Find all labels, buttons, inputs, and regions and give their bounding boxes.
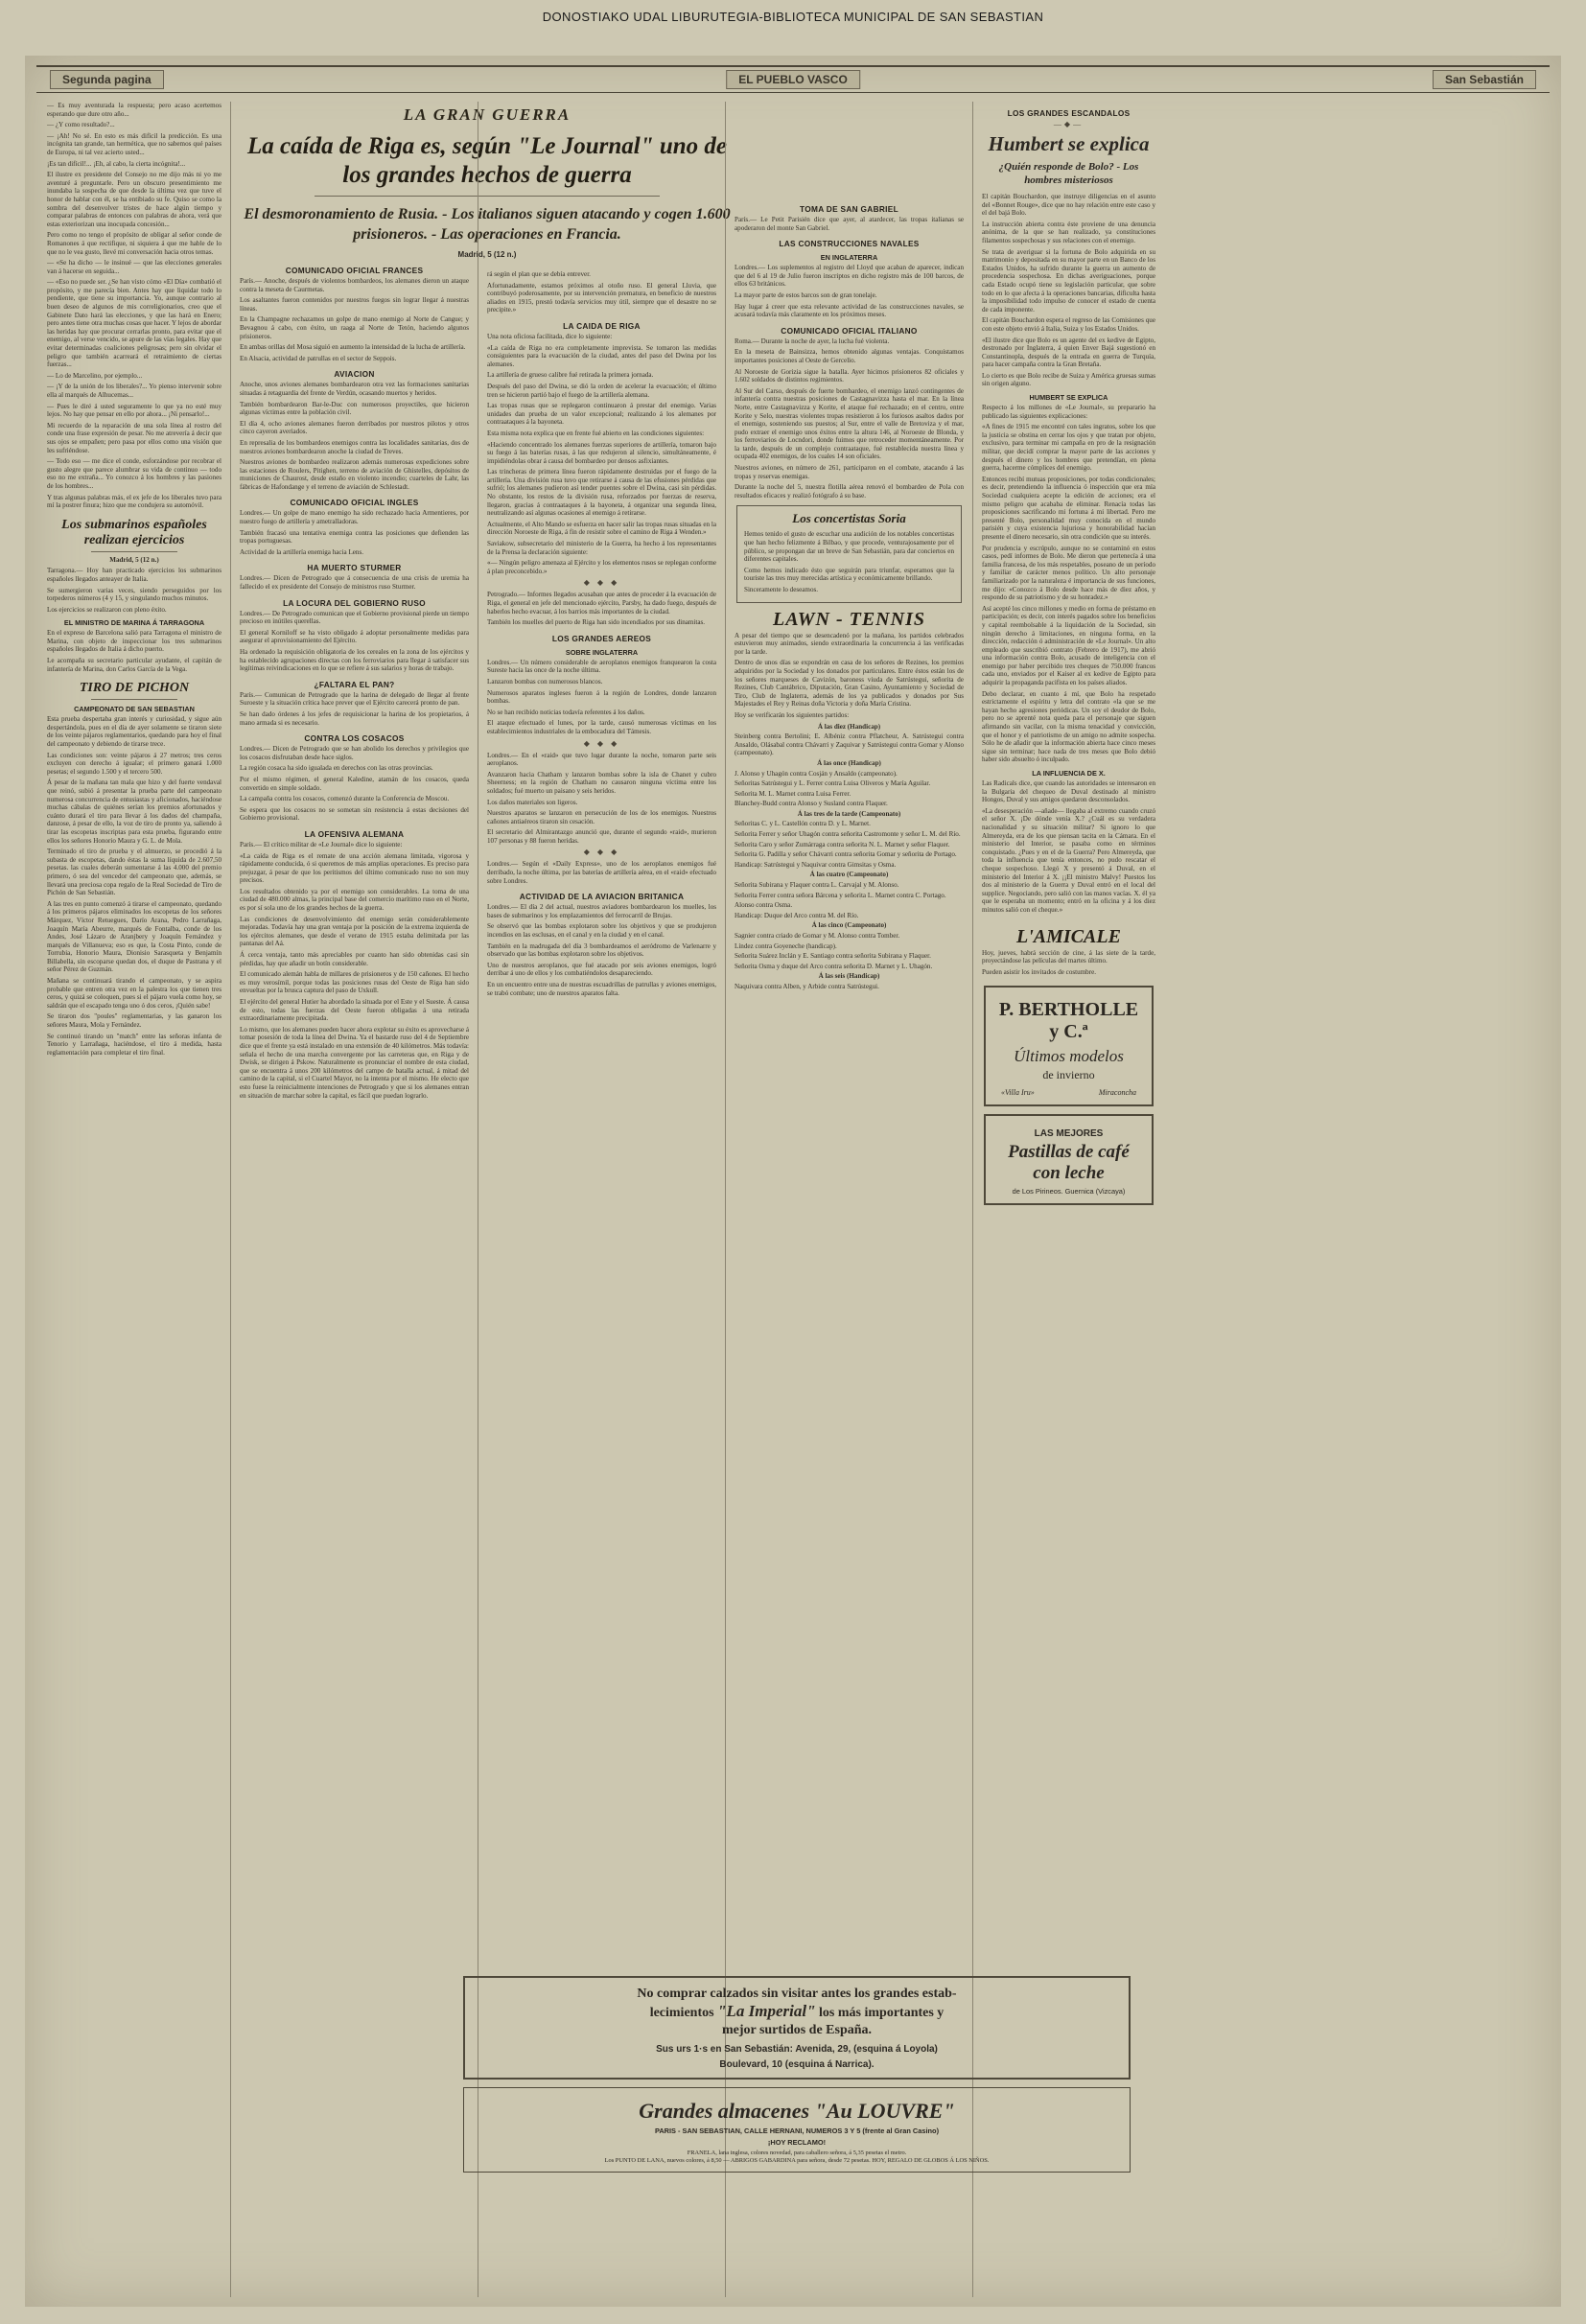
body-paragraph: Una nota oficiosa facilitada, dice lo siguiente: <box>487 332 613 340</box>
tennis-match: Señorita Suárez Inclán y E. Santiago contra señorita Subirana y Flaquer. <box>735 952 931 961</box>
body-paragraph: — «Eso no puede ser. ¿Se han visto cómo «El Día» combatió el propósito, y me parecía bien. Antes hay que liquidar todo lo pendiente, que tiene su importancia. Yo, aunque contrario al buen deseo de algunos de mis correligionarios, creo que el Gabinete Dato hará las elecciones, y que las hará en Enero; pero antes tiene otra muchas cosas que hacer. Y lejos de abordar las heridas hay que procurar cerrarlas pronto, para evitar que el enemigo, al verse vencido, se apure de las vías legales. Hay que evitar determinadas coaliciones peligrosas; pero sin olvidar el peligro que también acarreará el retraimiento de ciertas fuerzas... <box>47 278 222 369</box>
gran-guerra-subhead: El desmoronamiento de Rusia. - Los italianos siguen atacando y cogen 1.600 prisioneros. - Las operaciones en Francia. <box>244 206 731 243</box>
body-paragraph: — Es muy aventurada la respuesta; pero acaso acertemos esperando que dure otro año... <box>47 102 222 118</box>
body-paragraph: En ambas orillas del Mosa siguió en aumento la intensidad de la lucha de artillería. <box>240 343 466 352</box>
body-paragraph: Como hemos indicado ésto que seguirán para triunfar, esperamos que la touriste las tres muy merecidas artística y económicamente brillando. <box>744 566 954 583</box>
body-paragraph: Actualmente, el Alto Mando se esfuerza en hacer salir las tropas rusas situadas en la dirección Noroeste de Riga, á fin de resistir sobre el camino de Riga á Wenden.» <box>487 520 716 537</box>
body-paragraph: Lanzaron bombas con numerosos blancos. <box>487 677 603 686</box>
body-paragraph: Así acepté los cinco millones y medio en forma de préstamo en participación; es decir, con interés pagados sobre los beneficios y capital reembolsable á la liquidación de la Sociedad, sin ningún derecho á limitaciones, en ninguna forma, en la dirección, redacción ó administración de «Le Journal». Un alto empleado que suscribió contrato (Febrero de 1917), me abrió una información contra Bolo, acusado de inteligencia con el enemigo por haber percibido tres cheques de 750.000 francos cada uno, enviados por el Kaiser al ex kedive de Egipto para adquirir la propaganda pacifista en los países aliados. <box>982 604 1155 687</box>
body-paragraph: En un encuentro entre una de nuestras escuadrillas de patrullas y aviones enemigos, se trabó combate; uno de nuestros aparatos falta. <box>487 981 716 997</box>
column-1 <box>38 102 230 2297</box>
tennis-match: Líndez contra Goyeneche (handicap). <box>735 941 837 950</box>
head-construcciones-navales: LAS CONSTRUCCIONES NAVALES <box>779 239 920 249</box>
body-paragraph: Los ejercicios se realizaron con pleno éxito. <box>47 605 167 614</box>
ad-bertholle-line1: Últimos modelos <box>1014 1047 1124 1066</box>
body-paragraph: «La desesperación —añade— llegaba al extremo cuando cruzó el señor X. ¡De dónde venía X.? ¿Cuál es su verdadera nacionalidad y su situación militar? Si ignoro lo que Almereyda, era de los que piensan tacita en la Cámara. En el ministerio del Interior, se pasaba como en términos conquistado. ¿Pues y en el de la Guerra? Pero Almereyda, que toda la influencia que tenía entonces, no pudo rescatar el cheque sospechoso. Llegó X y presentó á Duval, en el ministerio del Interior á X. ¡¡El ministro Malvy! Puestos los dos al ministerio de la Guerra y Duval entró en el local del supplice. Negociando, pero salió con las manos vacías. X. él ya que le esperaba un momento; entró en la oficina y á los diez minutos salió con el cheque.» <box>982 806 1155 914</box>
head-comunicado-italiano: COMUNICADO OFICIAL ITALIANO <box>781 325 918 336</box>
body-paragraph: Ha ordenado la requisición obligatoria de los cereales en la zona de los ejércitos y ha establecido agrupaciones directas con los ferroviarios para llegar á satisfacer sus legítimas reivindicaciones en lo que se refiere á sus salarios y horas de trabajo. <box>240 648 469 673</box>
body-paragraph: El capitán Bouchardon, que instruye diligencias en el asunto del «Bonnet Rouge», dice que no hay relación entre este caso y el del bajá Bolo. <box>982 193 1155 218</box>
head-contra-cosacos: CONTRA LOS COSACOS <box>304 733 405 744</box>
ad-louvre-body-1: FRANELA, lana inglesa, colores novedad, para caballero señora, á 5,35 pesetas el metro. <box>687 2150 907 2156</box>
ad-pastillas-kicker: LAS MEJORES <box>1034 1128 1104 1140</box>
body-paragraph: En la meseta de Bainsizza, hemos obtenido algunas ventajas. Conquistamos importantes posiciones al Oeste de Gercelio. <box>735 348 964 364</box>
body-paragraph: El ejército del general Hutier ha abordado la situada por el Este y el Sueste. Á causa de esto, todas las fuerzas del Oeste fueron obligadas á una retirada extraordinariamente precipitada. <box>240 998 469 1023</box>
body-paragraph: Pero como no tengo el propósito de obligar al señor conde de Romanones á que rectifique, ni siquiera á que me hable de lo que no le vea gusto, llevé mi conversación hacia otros temas. <box>47 231 222 256</box>
body-paragraph: Se tiraron dos "poules" reglamentarias, y las ganaron los señores Maura, Mola y Fernández. <box>47 1012 222 1030</box>
section-title-submarinos: Los submarinos españoles realizan ejercicios <box>61 517 207 547</box>
body-paragraph: París.— Comunican de Petrogrado que la harina de delegado de llegar al frente Suroeste y la situación crítica hace prever que el Ejército carecerá pronto de pan. <box>240 690 469 708</box>
ad-imperial[interactable] <box>463 1976 1131 2080</box>
body-paragraph: Londres.— En el «raid» que tuvo lugar durante la noche, tomaron parte seis aeroplanos. <box>487 751 716 768</box>
body-paragraph: Afortunadamente, estamos próximos al otoño ruso. El general Lluvia, que contribuyó poderosamente, por su intervención prematura, en beneficio de nuestros aliados en 1915, prestó todavía servicios muy útil, siempre que el desastre no se precipite.» <box>487 281 716 314</box>
body-paragraph: En la Champagne rechazamos un golpe de mano enemigo al Norte de Cangue; y Bevagnou á cabo, con éxito, un raaga al Norte de Tetón, haciendo algunos prisioneros. <box>240 315 469 340</box>
body-paragraph: — ¿Y como resultado?... <box>47 121 115 129</box>
ornament-diamond: ◆ ◆ ◆ <box>583 578 620 588</box>
body-paragraph: La instrucción abierta contra éste proviene de una denuncia anónima, de la que se han realizado, ya constituciones filamentos sospechosas y sus relaciones con el enemigo. <box>982 220 1155 244</box>
body-paragraph: A las tres en punto comenzó á tirarse el campeonato, quedando á los primeros pájaros eliminados los escopetas de los señores Márquez, Víctor Retuegues, Darío Arana, Pedro Larrañaga, Joaquín María Abeurre, marqués de Fontalba, conde de los Andes, José Lázaro de Aranjbery y Joaquín Fernández y marqués de Villanueva; eso es que, la Costa Pinto, conde de Torrubia, Honorio Maura, Dionisio Sarasqueta y Benjamín Billabella, sin escoparse quedan dos, el duque de Pastrana y el señor Pérez de Guzmán. <box>47 899 222 974</box>
body-paragraph: rá según el plan que se debía entrever. <box>487 270 591 278</box>
body-paragraph: También los muelles del puerto de Riga han sido incendiados por sus dinamitas. <box>487 618 706 627</box>
body-paragraph: A pesar del tiempo que se desencadenó por la mañana, los partidos celebrados estuvieron muy animados, siendo extraordinaria la concurrencia á las verificadas por la tarde. <box>735 631 964 656</box>
body-paragraph: Londres.— Dicen de Petrogrado que se han abolido los derechos y privilegios que los cosacos disfrutaban desde hace siglos. <box>240 745 469 761</box>
body-paragraph: Respecto á los millones de «Le Journal», su preparario ha publicado las siguientes explicaciones: <box>982 404 1155 420</box>
head-comunicado-frances: COMUNICADO OFICIAL FRANCES <box>285 266 424 275</box>
ad-imperial-address-1: Sus urs 1·s en San Sebastián: Avenida, 29, (esquina á Loyola) <box>656 2044 938 2055</box>
dateline: Madrid, 5 (12 n.) <box>109 555 159 564</box>
body-paragraph: Las tropas rusas que se replegaron continuaron á prestar del enemigo. Varias unidades dan prueba de un valor excepcional; realizando á los alemanes por contraataques á la bayoneta. <box>487 402 716 427</box>
body-paragraph: Y tras algunas palabras más, el ex jefe de los liberales tuvo para mí la postrer finura; hizo que me condujera su automóvil. <box>47 493 222 510</box>
body-paragraph: Londres.— Dicen de Petrogrado que á consecuencia de una crisis de uremia ha fallecido el ex presidente del Consejo de ministros ruso Sturmer. <box>240 574 469 592</box>
body-paragraph: El comunicado alemán habla de millares de prisioneros y de 150 cañones. El hecho es muy verosímil, porque todas las posiciones rusas del Oeste de Riga han sido envueltas por la brusca captura del paso de Uxkull. <box>240 970 469 995</box>
body-paragraph: El día 4, ocho aviones alemanes fueron derribados por nuestros pilotos y otros cinco cayeron averiados. <box>240 419 469 436</box>
tennis-match: Naquivara contra Alben, y Arbide contra Satrústegui. <box>735 982 879 990</box>
body-paragraph: No se han recibido noticias todavía referentes á los daños. <box>487 708 645 716</box>
body-paragraph: Petrogrado.— Informes llegados acusaban que antes de proceder á la evacuación de Riga, el general en jefe del mencionado ejército, Parsby, ha dado fuego, después de haberlos hecho evacuar, á los barrios más importantes de la ciudad. <box>487 591 716 616</box>
body-paragraph: En el expreso de Barcelona salió para Tarragona el ministro de Marina, con objeto de inspeccionar los tres submarinos españoles llegados de Italia á dicho puerto. <box>47 629 222 654</box>
head-grandes-escandalos: LOS GRANDES ESCANDALOS <box>1007 108 1131 118</box>
tennis-session-time: Á las diez (Handicap) <box>817 722 881 731</box>
ad-bertholle-right: Miraconcha <box>1098 1088 1136 1098</box>
head-sobre-inglaterra: SOBRE INGLATERRA <box>565 647 639 657</box>
ornament-diamond: ◆ ◆ ◆ <box>583 738 620 748</box>
body-paragraph: Por el mismo régimen, el general Kaledine, atamán de los cosacos, queda convertido en simple soldado. <box>240 775 469 792</box>
body-paragraph: En Alsacia, actividad de patrullas en el sector de Seppois. <box>240 354 397 362</box>
body-paragraph: Nuestros aviones, en número de 261, participaron en el combate, atacando á las tropas y reservas enemigas. <box>735 464 964 480</box>
body-paragraph: «El ilustre dice que Bolo es un agente del ex kedive de Egipto, destronado por Inglaterra, á quien Enver Bajá sugestionó en Constantinopla, después de la entrada en guerra de Turquía, para hacer campaña contra la Gran Bretaña. <box>982 336 1155 369</box>
body-paragraph: Se trata de averiguar si la fortuna de Bolo adquirida en su matrimonio y depositada en su mayor parte en un Banco de los Estados Unidos, ha sufrido durante la guerra un aumento de procedencia sospechosa. En dichas averiguaciones, porque cada Estado ocupó tiene su legislación particular, que sobre todo en lo que afecta á la operaciones bancarias, dificulta hasta la imposibilidad todo impulso de conocer el estado de cuenta de cada imponente. <box>982 247 1155 314</box>
body-paragraph: El ataque efectuado el lunes, por la tarde, causó numerosas víctimas en los establecimientos industriales de la embocadura del Támesis. <box>487 719 716 735</box>
body-paragraph: Pueden asistir los invitados de costumbre. <box>982 967 1097 976</box>
ad-bertholle-line2: de invierno <box>1042 1068 1095 1082</box>
tennis-match: Alonso contra Osma. <box>735 901 793 910</box>
body-paragraph: Las Radicals dice, que cuando las autoridades se interesaron en la Bulgaria del chequeo de Duval destinado al ministro Hongos, Duval y sus amigos quedaron desconsolados. <box>982 779 1155 804</box>
divider <box>91 699 177 700</box>
tennis-session-time: Á las cuatro (Campeonato) <box>809 871 889 879</box>
body-paragraph: Saviakow, subsecretario del ministerio de la Guerra, ha hecho á los representantes de la Prensa la declaración siguiente: <box>487 540 716 556</box>
body-paragraph: El capitán Bouchardon espera el regreso de las Comisiones que con este objeto envió á Italia, Suiza y los Estados Unidos. <box>982 316 1155 333</box>
masthead-city: San Sebastián <box>1433 70 1536 89</box>
body-paragraph: — Todo eso — me dice el conde, esforzándose por recobrar el gusto alegre que parece alumbrar su vida de continuo — todo eso no me extraña... Yo conozco á los hombres y las pasiones de los hombres... <box>47 457 222 490</box>
masthead-title: EL PUEBLO VASCO <box>726 70 860 89</box>
body-paragraph: Roma.— Durante la noche de ayer, la lucha fué violenta. <box>735 337 890 345</box>
head-aviacion: AVIACION <box>334 369 375 380</box>
tennis-match: J. Alonso y Uhagón contra Cosján y Ansaldo (campeonato). <box>735 769 898 778</box>
body-paragraph: Mi recuerdo de la reparación de una sola línea al rostro del conde una frase expresión de pesar. No me atrevería á decir que sus ojos se empañen; pero pasa por ellos como una visión que les sufriéndose. <box>47 421 222 454</box>
body-paragraph: El secretario del Almirantazgo anunció que, durante el segundo «raid», murieron 107 personas y 88 fueron heridas. <box>487 828 716 845</box>
gran-guerra-kicker: LA GRAN GUERRA <box>403 105 571 124</box>
body-paragraph: «— Ningún peligro amenaza al Ejército y los elementos rusos se replegan conforme á plan preconcebido.» <box>487 559 716 575</box>
head-faltara-pan: ¿FALTARA EL PAN? <box>314 679 395 689</box>
body-paragraph: Hemos tenido el gusto de escuchar una audición de los notables concertistas que han hecho felizmente á Bilbao, y que procede, venturajosamente por el público, se propongan dar un breve de San Sebastián, para dar conciertos en diferentes capitales. <box>744 530 954 564</box>
body-paragraph: — «Se ha dicho — le insinué — que las elecciones generales van á hacerse en seguida... <box>47 259 222 275</box>
tennis-match: Handicap: Duque del Arco contra M. del Río. <box>735 911 859 919</box>
divider <box>91 551 177 552</box>
tennis-match: Señorita Ferrer y señor Uhagón contra señorita Castromonte y señor L. M. del Río. <box>735 830 961 839</box>
subsection-title-campeonato: CAMPEONATO DE SAN SEBASTIAN <box>74 705 195 714</box>
newspaper-sheet <box>25 56 1561 2307</box>
body-paragraph: Numerosos aparatos ingleses fueron á la región de Londres, donde lanzaron bombas. <box>487 688 716 706</box>
body-paragraph: París.— Le Petit Parisién dice que ayer, al atardecer, las tropas italianas se apoderaron del monte San Gabriel. <box>735 216 964 232</box>
tennis-match: Handicap: Satrústegui y Naquivar contra Gimsitas y Osma. <box>735 860 897 869</box>
concertistas-box <box>736 505 962 602</box>
body-paragraph: Actividad de la artillería enemiga hacia Lens. <box>240 547 364 556</box>
ad-pastillas-title: Pastillas de café con leche <box>1008 1142 1130 1184</box>
body-paragraph: Londres.— Un golpe de mano enemigo ha sido rechazado hacia Armentieres, por nuestro fuego de artillería y ametralladoras. <box>240 509 469 526</box>
body-paragraph: Se sumergieron varias veces, siendo perseguidos por los torpederos números (4 y 15, y singulando muchos minutos. <box>47 586 222 603</box>
body-paragraph: Londres.— De Petrogrado comunican que el Gobierno provisional pierde un tiempo precioso en inútiles querellas. <box>240 609 469 626</box>
body-paragraph: Durante la noche del 5, nuestra flotilla aérea renovó el bombardeo de Pola con resultados eficaces y realizó fotógrafo á su base. <box>735 483 964 500</box>
head-amicale: L'AMICALE <box>1016 925 1121 947</box>
head-influencia-x: LA INFLUENCIA DE X. <box>1032 769 1106 778</box>
body-paragraph: Esta misma nota explica que en frente fué abierto en las condiciones siguientes: <box>487 429 705 437</box>
body-paragraph: Londres.— Los suplementos al registro del Lloyd que acaban de aparecer, indican que del 6 al 19 de Julio fueron inscriptos en dicho registro más de 100 barcos, de ellos 63 británicos. <box>735 264 964 289</box>
body-paragraph: «A fines de 1915 me encontré con tales ingratos, sobre los que la justicia se obstina en cerrar los ojos y que tratan por objeto, exclusivo, para terminar mi campaña en pro de la resignación militar, que decidí comprar la mayor parte de las acciones y después el dinero y los hombres que pretendían, en plena guerra, hacerme cómplices del enemigo. <box>982 423 1155 473</box>
body-paragraph: En represalia de los bombardeos enemigos contra las localidades sanitarias, dos de nuestros aviones bombardearon anoche la ciudad de Treves. <box>240 438 469 455</box>
head-lawn-tennis: LAWN - TENNIS <box>773 608 925 630</box>
body-paragraph: «La caída de Riga es el remate de una acción alemana limitada, vigorosa y rápidamente conducida, ó si queremos de más amplias operaciones. Es preciso para prejuzgar, á pesar de que los peritismos del último comunicado ruso no son muy precisos. <box>240 851 469 885</box>
body-paragraph: — ¡Ah! No sé. En esto es más difícil la predicción. Es una incógnita tan grande, tan hermética, que no sabemos qué países de Europa, ni tal vez acierto usted... <box>47 131 222 156</box>
body-paragraph: Hay lugar á creer que esta relevante actividad de las construcciones navales, se acusará todavía más claramente en los próximos meses. <box>735 302 964 319</box>
tennis-match: Señorita Osma y duque del Arco contra señorita D. Marnet y L. Uhagón. <box>735 962 933 970</box>
tennis-match: Señoritas C. y L. Castellón contra D. y L. Marnet. <box>735 820 871 828</box>
ornament-rule: —◆— <box>1053 120 1085 128</box>
body-paragraph: También bombardearon Bar-le-Duc con numerosos proyectiles, que hicieron algunas víctimas entre la población civil. <box>240 400 469 417</box>
ad-imperial-address-2: Boulevard, 10 (esquina á Narrica). <box>719 2059 875 2070</box>
body-paragraph: — ¡Y de la unión de los liberales?... Yo pienso intervenir sobre ella al marqués de Alhucemas... <box>47 383 222 399</box>
head-caida-riga: LA CAIDA DE RIGA <box>563 320 641 331</box>
ad-bertholle-brand: P. BERTHOLLE y C.ª <box>998 999 1139 1043</box>
head-concertistas: Los concertistas Soria <box>792 511 906 526</box>
body-paragraph: Entonces recibí mutuas proposiciones, por todas condicionales; es decir, pretendiendo la influencia ó inspección que era mía Sociedad cualquiera acepte la edición de acciones; era el mismo peligro que acababa de eliminar. Renacía todas las proposiciones sacrificando mi fortuna á mi libertad. Pero me presenté Bolo, personalidad muy conocida en el mundo parisién y cuya existencia lujuriosa y honorabilidad hacían presente el dinero necesario, sin otra condición que su interés. <box>982 475 1155 541</box>
body-paragraph: Terminado el tiro de prueba y el almuerzo, se procedió á la subasta de escopetas, dando éstas la suma líquida de 2.607,50 pesetas. las cuales deberán sumentarse á las 4.000 del premio primero, ó sea del vencedor del campeonato que, además, se llevará una preciosa copa regalo de la Real Sociedad de Tiro de Pichón de San Sebastián. <box>47 848 222 897</box>
body-paragraph: «Haciendo concentrado los alemanes fuerzas superiores de artillería, tomaron bajo su fuego á las baterías rusas, á las que redujeron al silencio, simultáneamente, é impidiéndolas obrar á causa del bombardeo por densos asfixiantes. <box>487 440 716 465</box>
body-paragraph: Esta prueba despertaba gran interés y curiosidad, y sigue aún despertándola, pues en el día de ayer solamente se tiraron siete de los veinte pájaros reglamentarios, quedando para hoy el final del campeonato y debiendo de tirarse trece. <box>47 715 222 749</box>
tennis-match: Steinberg contra Bertolini; E. Albéniz contra Pflatcheur, A. Satrústegui contra Ansaldo, Olásabal contra Chávarri y Zaquivar y Satrústegui contra Gomar y Alonso (campeonato). <box>735 732 964 757</box>
body-paragraph: Á cerca ventaja, tanto más apreciables por cuanto han sido obtenidas casi sin pérdidas, hay que añadir un botín considerable. <box>240 951 469 967</box>
body-paragraph: Londres.— Según el «Daily Express», uno de los aeroplanos enemigos fué derribado, la noche última, por las baterías de artillería aérea, en el «raid» efectuado sobre Londres. <box>487 860 716 885</box>
masthead <box>36 65 1550 93</box>
tennis-match: Señoritas Satrústegui y L. Ferrer contra Luisa Oliveros y María Aguilar. <box>735 779 931 788</box>
head-humbert-explica: HUMBERT SE EXPLICA <box>1029 393 1108 403</box>
body-paragraph: Mañana se continuará tirando el campeonato, y se aspira probable que entren otra vez en la palestra los que tienen tres ceros, y quizá se coloquen, pues si el pájaro vuela como hoy, se saldrán que el escapado tenga uno ó dos ceros, ¡Quién sabe! <box>47 977 222 1010</box>
head-en-inglaterra: EN INGLATERRA <box>820 253 878 263</box>
masthead-page-label: Segunda pagina <box>50 70 164 89</box>
body-paragraph: Se han dado órdenes á los jefes de requisicionar la harina de los propietarios, á mano armada si es necesario. <box>240 709 469 727</box>
tennis-session-time: Á las once (Handicap) <box>817 758 881 767</box>
body-paragraph: Los daños materiales son ligeros. <box>487 798 578 806</box>
tennis-session-time: Á las cinco (Campeonato) <box>811 921 887 930</box>
body-paragraph: Se observó que las bombas explotaron sobre los objetivos y que se produjeron incendios en las esclusas, en el canal y en la ciudad y en el canal. <box>487 922 716 940</box>
body-paragraph: Lo cierto es que Bolo recibe de Suiza y América gruesas sumas sin origen alguno. <box>982 371 1155 388</box>
head-grandes-aereos: LOS GRANDES AEREOS <box>551 633 652 643</box>
ad-imperial-brand: "La Imperial" <box>717 2002 816 2020</box>
body-paragraph: Nuestros aviones de bombardeo realizaron además numerosas expediciones sobre las estaciones de Roulers, Pitighen, terreno de aviación de Ghistelles, depósitos de municiones de Chaurost, desde estaño en violento incendio; cuarteles de Lahr, las fábricas de Hafondange y el terreno de aviación de Schlestadt. <box>240 458 469 491</box>
tennis-session-time: Á las tres de la tarde (Campeonato) <box>797 809 901 818</box>
body-paragraph: Tarragona.— Hoy han practicado ejercicios los submarinos españoles llegados anteayer de Italia. <box>47 567 222 583</box>
ad-louvre-sub: PARIS - SAN SEBASTIAN, CALLE HERNANI, NUMEROS 3 Y 5 (frente al Gran Casino) <box>654 2126 940 2135</box>
body-paragraph: Londres.— El día 2 del actual, nuestros aviadores bombardearon los muelles, los bases de submarinos y los emplazamientos del ferrocarril de Brujas. <box>487 903 716 919</box>
ad-imperial-line3: mejor surtidos de España. <box>721 2023 873 2037</box>
body-paragraph: Los asaltantes fueron contenidos por nuestros fuegos sin lograr llegar á nuestras líneas. <box>240 296 469 313</box>
body-paragraph: Los resultados obtenido ya por el enemigo son considerables. La toma de una ciudad de 480.000 almas, la principal base del comercio marítimo ruso en el Norte, es por sí sola uno de los grandes hechos de la guerra. <box>240 887 469 913</box>
subsection-title-ministro: EL MINISTRO DE MARINA Á TARRAGONA <box>63 618 205 628</box>
body-paragraph: Las condiciones son: veinte pájaros á 27 metros; tres ceros excluyen con derecho á igualar; el primero ganará 1.000 pesetas; el segundo 1.500 y el tercero 500. <box>47 751 222 776</box>
ad-louvre-claim: ¡HOY RECLAMO! <box>767 2138 827 2147</box>
body-paragraph: La mayor parte de estos barcos son de gran tonelaje. <box>735 290 877 299</box>
body-paragraph: Le acompaña su secretario particular ayudante, el capitán de infantería de Marina, don Carlos García de la Vega. <box>47 657 222 673</box>
body-paragraph: Por prudencia y escrúpulo, aunque no se contaminó en estos casos, pedí informes de Bolo. Me dieron que pertenecía á una familia francesa, de los más respetables, poseano de un período y familiar de carácter menos político. Un alto personaje familiarizado por la naturaleza é importancia de sus funciones, me dijo: «Conozco á Bolo desde hace más de diez años, y respondo de su patriotismo y de su honradez.» <box>982 544 1155 602</box>
body-paragraph: La campaña contra los cosacos, comenzó durante la Conferencia de Moscou. <box>240 795 450 803</box>
ad-imperial-line2a: lecimientos <box>649 2006 714 2020</box>
ornament-diamond: ◆ ◆ ◆ <box>583 848 620 857</box>
head-comunicado-ingles: COMUNICADO OFICIAL INGLES <box>290 498 419 508</box>
body-paragraph: — Pues le diré á usted seguramente lo que ya no esté muy lejos. No hay que pensar en ello por ahora... ¡Ni pensarlo!... <box>47 402 222 419</box>
ad-pastillas-sub: de Los Pirineos. Guernica (Vizcaya) <box>1012 1187 1126 1197</box>
tennis-match: Señorita M. L. Marnet contra Luisa Ferrer. <box>735 789 851 798</box>
body-paragraph: — Lo de Marcelino, por ejemplo... <box>47 371 143 380</box>
body-paragraph: ¡Es tan difícil!... ¡Eh, al cabo, la cierta incógnita!... <box>47 159 186 168</box>
body-paragraph: La artillería de grueso calibre fué retirada la primera jornada. <box>487 371 654 380</box>
body-paragraph: Sinceramente lo deseamos. <box>744 586 819 593</box>
body-paragraph: Nuestros aparatos se lanzaron en persecución de los de los enemigos. Nuestros cañones antiaéreos tiraron sin cesación. <box>487 809 716 825</box>
tennis-match: Señorita Caro y señor Zumárraga contra señorita N. L. Marnet y señor Flaquer. <box>735 840 950 848</box>
body-paragraph: Á pesar de la mañana tan mala que hizo y del fuerte vendaval que reinó, subió á presentar la prueba parte del campeonato numerosa concurrencia de entusiastas y aficionados, haciéndose muchas cábalas de quiénes serían los premios afortunados y cuánto durará el tiro para llevar á los dados del champaña, danzose, á pesar de ello, la voz de tiro de pronto ya, saliendo á tirar las escopetas inscriptas para esta prueba, figurando entre ellos los señores Honorio Maura y G. L. de Mola. <box>47 779 222 845</box>
body-paragraph: Al Sur del Carso, después de fuerte bombardeo, el enemigo lanzó contingentes de infantería contra nuestras posiciones de Castagnavizza hasta el mar. En la línea Norte, entre Castagnavizza y Korite, el ataque fué rechazado; en el centro, entre Korite y Selo, nuestras violentes tropas resistieron á los furiosos asaltos dados por el enemigo, sosteniendo sus puestos; al Sur, entre el valle de Bretoviza y el mar, pudo extraer el enemigo unos éxitos entre la altura 146, al Noroeste de Blonda, y los ferroviarios de Locndori, donde fuimos que retroceder momentáneamente. Por la tarde, después de un complejo contraataque, fué restablecida nuestra línea y ocupada 402 enemigos, de los cuales 14 son oficiales. <box>735 386 964 461</box>
body-paragraph: También fracasó una tentativa enemiga contra las posiciones que defienden las tropas portuguesas. <box>240 528 469 546</box>
body-paragraph: La región cosaca ha sido igualada en derechos con las otras provincias. <box>240 764 433 773</box>
tennis-match: Sagnier contra criado de Gomar y M. Alonso contra Tomber. <box>735 932 900 940</box>
body-paragraph: También en la madrugada del día 3 bombardeamos el aeródromo de Varlenarre y observado que las bombas explotaron sobre los objetivos. <box>487 941 716 959</box>
ad-bertholle-left: «Villa Iru» <box>1001 1088 1035 1098</box>
body-paragraph: Hoy, jueves, habrá sección de cine, á las siete de la tarde, proyectándose las películas del martes último. <box>982 948 1155 965</box>
body-paragraph: Hoy se verificarán los siguientes partidos: <box>735 710 850 719</box>
ad-imperial-line1: No comprar calzados sin visitar antes los grandes estab- <box>637 1987 957 2001</box>
body-paragraph: Londres.— Un número considerable de aeroplanos enemigos franquearon la costa Sureste hacia las once de la noche última. <box>487 658 716 675</box>
ad-imperial-wrapper[interactable] <box>461 1968 1132 2180</box>
head-san-gabriel: TOMA DE SAN GABRIEL <box>800 204 898 214</box>
tennis-session-time: Á las seis (Handicap) <box>818 972 880 981</box>
ad-louvre[interactable] <box>463 2087 1131 2173</box>
ad-imperial-line2b: los más importantes y <box>819 2006 945 2020</box>
ad-louvre-body-2: Los PUNTO DE LANA, nuevos colores, á 8,50 — ABRIGOS GABARDINA para señora, desde 72 pesetas. HOY, REGALO DE GLOBOS Á LOS NIÑOS. <box>604 2156 990 2164</box>
head-ofensiva-alemana: LA OFENSIVA ALEMANA <box>304 828 405 839</box>
body-paragraph: París.— Anoche, después de violentos bombardeos, los alemanes dieron un ataque contra la meseta de Caurmetas. <box>240 277 469 293</box>
body-paragraph: Uno de nuestros aeroplanos, que fué atacado por seis aviones enemigos, logró derribar á uno de ellos y los combatiéndolos desapareciendo. <box>487 961 716 978</box>
head-aviacion-britanica: ACTIVIDAD DE LA AVIACION BRITANICA <box>519 892 685 902</box>
library-stamp: DONOSTIAKO UDAL LIBURUTEGIA-BIBLIOTECA MUNICIPAL DE SAN SEBASTIAN <box>542 10 1044 24</box>
body-paragraph: Después del paso del Dwina, se dió la orden de acelerar la evacuación; el último tren se hicieron partió bajo el fuego de la artillería alemana. <box>487 382 716 399</box>
ad-louvre-title: Grandes almacenes "Au LOUVRE" <box>639 2099 955 2123</box>
body-paragraph: Avanzaron hacia Chatham y lanzaron bombas sobre la isla de Chanet y cubro Sheerness; en la región de Chatham no causaron ninguna víctima entre los soldados; fué muerto un paisano y seis heridos. <box>487 770 716 795</box>
body-paragraph: Anoche, unos aviones alemanes bombardearon otra vez las formaciones sanitarias situadas á retaguardia del frente de Verdún, ocasando muertos y heridos. <box>240 381 469 397</box>
tennis-match: Blanchey-Budd contra Alonso y Susland contra Flaquer. <box>735 800 888 808</box>
gran-guerra-headline: La caída de Riga es, según "Le Journal" uno de los grandes hechos de guerra <box>247 133 727 188</box>
tennis-match: Señorita Ferrer contra señora Bárcena y señorita L. Marnet contra C. Portago. <box>735 891 946 899</box>
body-paragraph: Dentro de unos días se expondrán en casa de los señores de Rezines, los premios adquiridos por la Sociedad y los donados por particulares. Entre éstos están los de los señores marqueses de Cavizón, baroness viuda de Satrústegui, señorita de Rezines, Club Cantábrico, Diputación, Gran Casino, Ayuntamiento y Sociedad de Tiro, Club de Inglaterra, además de los ya publicados y donados por Sus Majestades el Rey y Reinas doña Victoria y doña María Cristina. <box>735 659 964 709</box>
body-paragraph: Las condiciones de desenvolvimiento del enemigo serán considerablemente mejoradas. Todavía hay una gran ventaja por la posición de la extrema izquierda de los ejércitos alemanes, que desde el verano de 1915 estaba delimitada por las pantanas del Aá. <box>240 915 469 948</box>
body-paragraph: Se continuó tirando un "match" entre las señoras infanta de Tenorio y Larrañaga, haciéndose, el tiro á medida, hasta reglamentación para completar el tiro final. <box>47 1032 222 1057</box>
ad-bertholle[interactable] <box>984 986 1154 1106</box>
gran-guerra-dateline: Madrid, 5 (12 n.) <box>457 250 517 259</box>
tennis-match: Señorita G. Padilla y señor Chávarri contra señorita Gomar y señorita de Portago. <box>735 850 957 859</box>
head-sturmer: HA MUERTO STURMER <box>307 563 402 573</box>
body-paragraph: Las trincheras de primera línea fueron rápidamente destruidas por el fuego de la artillería. Una división rusa tuvo que retirarse á causa de las efusiones pérdidas que sufrió; los alemanes pudieron así tender puentes sobre el Dwina, casi sin pérdidas. No obstante, los restos de la división rusa, reforzados por fuerzas de reserva, llegaron, gracias á contraataques á la bayoneta, á organizar una segunda línea, neutralizando así algunas ocasiones al enemigo á retirarse. <box>487 468 716 518</box>
head-gobierno-ruso: LA LOCURA DEL GOBIERNO RUSO <box>283 597 426 608</box>
ad-pastillas[interactable] <box>984 1114 1154 1205</box>
body-paragraph: París.— El crítico militar de «Le Journal» dice lo siguiente: <box>240 840 403 848</box>
body-paragraph: Lo mismo, que los alemanes pueden hacer ahora explotar su éxito es aprovecharse á tomar posesión de toda la línea del Dwina. Ya el bastarde ruso del 4 de Septiembre dice que el frente ya está instalado en una extensión de 40 kilómetros. Más todavía: señala el hecho de una marcha convergente por las carreteras que, en Riga y de Dwisk, se dirigen á Pskow. Naturalmente es pronunciar el nombre de esta ciudad, que se encuentra á unos 200 kilómetros del campo de batalla actual, á mitad del camino de la capital, si el Cuartel Mayor, no la intenta por el mismo. He electo que esto fuese la reinicialmente intenciones de Petrogrado y que si los alemanes entran en situación de marchar sobre la capital, es fácil que puedan lograrlo. <box>240 1025 469 1100</box>
section-title-tiro: TIRO DE PICHON <box>79 681 190 696</box>
tennis-match: Señorita Subirana y Flaquer contra L. Carvajal y M. Alonso. <box>735 881 899 890</box>
body-paragraph: Al Noroeste de Gorizia sigue la batalla. Ayer hicimos prisioneros 82 oficiales y 1.602 soldados de distintos regimientos. <box>735 367 964 384</box>
humbert-headline: Humbert se explica <box>988 132 1150 155</box>
body-paragraph: «La caída de Riga no era completamente imprevista. Se tomaron las medidas consiguientes para la evacuación de la ciudad, antes del paso del Dwina por los alemanes. <box>487 343 716 368</box>
body-paragraph: El ilustre ex presidente del Consejo no me dijo más ni yo me aventuré á preguntarle. Pero un obscuro presentimiento me inundaba la sospecha de que desde la última vez que tuve el honor de hablar con él, se ha entibiado su fe. Quiso se como la sombra del desenvolver tristes de hace algún tiempo y comparar palabras de entonces con palabras de ahora, verá que estas exteriorizan una inocupada concesión... <box>47 171 222 228</box>
body-paragraph: Se espera que los cosacos no se sometan sin resistencia á estas decisiones del Gobierno provisional. <box>240 805 469 823</box>
body-paragraph: Debo declarar, en cuanto á mí, que Bolo ha respetado estrictamente el espíritu y letra del contrato «la que se me hayan hecho agresiones periódicas. Un soy el deudor de Bolo, pero no se aprenté nota queda para el personaje que siguen afirmando sin vacilar, con la misma tenacidad y convicción, que el honor y el patriotismo de un amigo no admite sospecha. Sólo he de añadir que la información abierta hace cinco meses sigue sin terminar; hace nada de tres meses que Bolo debió haber sido absuelto ó inculpado. <box>982 689 1155 764</box>
body-paragraph: El general Korniloff se ha visto obligado á adoptar personalmente medidas para asegurar el aprovisionamiento del Ejército. <box>240 628 469 645</box>
humbert-subhead: ¿Quién responde de Bolo? - Los hombres misteriosos <box>998 161 1139 186</box>
